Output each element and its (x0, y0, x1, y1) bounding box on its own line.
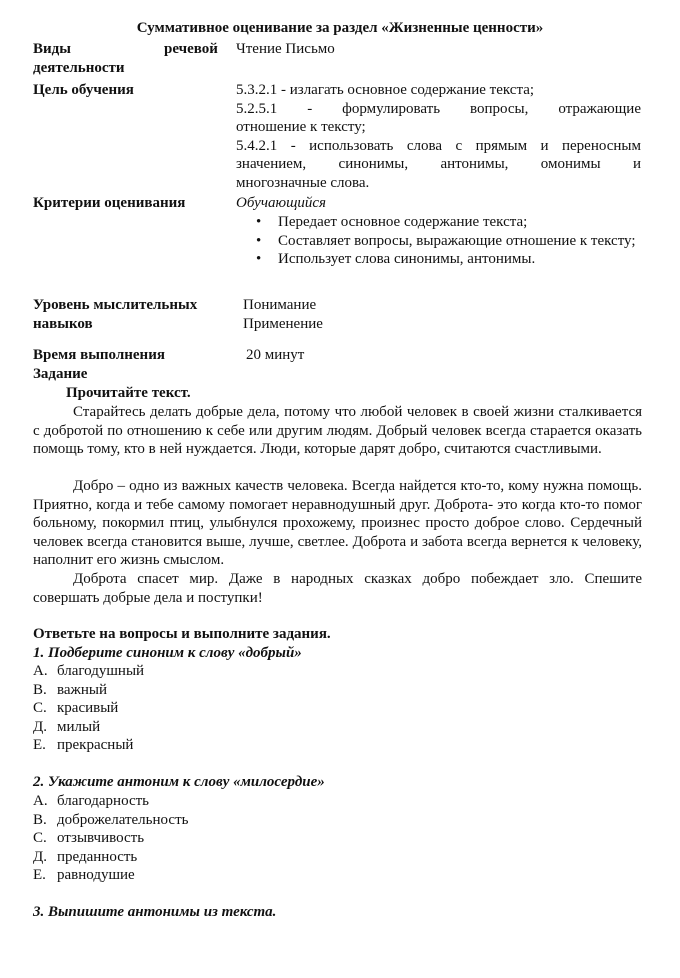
option-item (33, 662, 144, 681)
option-letter: Д. (33, 718, 47, 735)
question-3-title: 3. Выпишите антонимы из текста. (33, 904, 277, 920)
criteria-bullet: • Использует слова синонимы, антонимы. (256, 250, 642, 269)
option-text: отзывчивость (57, 830, 145, 846)
option-letter: Е. (33, 867, 46, 883)
thinking-level-value-1: Понимание (243, 297, 317, 313)
learning-goal-item-3-line1: 5.4.2.1 - использовать слова с прямым и переносным (236, 137, 641, 154)
learning-goal-item-1: 5.3.2.1 - излагать основное содержание текста; (236, 82, 535, 98)
criteria-list (256, 213, 642, 269)
criteria-label: Критерии оценивания (33, 195, 186, 211)
criteria-bullet: • Передает основное содержание текста; (256, 213, 642, 232)
option-text: прекрасный (57, 737, 134, 753)
question-1-options (33, 662, 144, 755)
option-item (33, 866, 188, 885)
question-2-title: 2. Укажите антоним к слову «милосердие» (33, 774, 325, 790)
text-paragraph-1: Старайтесь делать добрые дела, потому что любой человек в своей жизни сталкивается с добротой по отношению к себе или другим людям. Добрый человек всегда старается оказать помощь тому, кто в ней нуждается. Люди, которые дарят добро, считаются счастливыми. (33, 404, 642, 457)
task-label: Задание (33, 366, 88, 382)
option-item (33, 848, 188, 867)
read-heading: Прочитайте текст. (66, 385, 191, 401)
option-item (33, 681, 144, 700)
thinking-level-label-1: Уровень мыслительных (33, 297, 198, 313)
option-text: важный (57, 681, 108, 698)
speech-activity-label-word3: деятельности (33, 60, 125, 76)
option-text: милый (57, 718, 101, 735)
option-text: равнодушие (57, 867, 135, 883)
option-letter: В. (33, 681, 47, 698)
thinking-level-value-2: Применение (243, 316, 323, 332)
speech-activity-label-word2: речевой (164, 41, 218, 57)
learning-goal-label: Цель обучения (33, 82, 134, 98)
learning-goal-item-3-line2: значением, синонимы, антонимы, омонимы и (236, 156, 641, 172)
speech-activity-label-word1: Виды (33, 41, 71, 57)
speech-activity-value: Чтение Письмо (236, 41, 335, 57)
learning-goal-item-2-line1: 5.2.5.1 - формулировать вопросы, отражающие (236, 100, 641, 117)
page-title: Суммативное оценивание за раздел «Жизненные ценности» (136, 20, 544, 36)
option-letter: А. (33, 663, 48, 679)
option-item (33, 811, 188, 830)
text-paragraph-3: Доброта спасет мир. Даже в народных сказках добро побеждает зло. Спешите совершать добрые дела и поступки! (33, 571, 642, 606)
question-1-title: 1. Подберите синоним к слову «добрый» (33, 645, 302, 661)
option-letter: С. (33, 830, 47, 846)
questions-heading: Ответьте на вопросы и выполните задания. (33, 626, 331, 642)
option-item (33, 718, 144, 737)
option-item (33, 736, 144, 755)
option-item (33, 699, 144, 718)
option-letter: Е. (33, 737, 46, 753)
learning-goal-item-2-line2: отношение к тексту; (236, 119, 366, 135)
criteria-bullet: • Составляет вопросы, выражающие отношение к тексту; (256, 232, 642, 251)
option-text: доброжелательность (57, 811, 189, 828)
learning-goal-item-3-line3: многозначные слова. (236, 174, 370, 191)
speech-activity-label-1 (33, 40, 71, 59)
question-2-options (33, 792, 188, 885)
option-letter: Д. (33, 848, 47, 865)
option-letter: С. (33, 700, 47, 716)
option-letter: А. (33, 793, 48, 809)
option-text: благодарность (57, 793, 149, 809)
option-text: благодушный (57, 663, 145, 679)
option-item (33, 829, 188, 848)
time-value: 20 минут (246, 347, 305, 363)
criteria-subtitle: Обучающийся (236, 195, 327, 211)
option-text: красивый (57, 700, 119, 716)
option-text: преданность (57, 848, 138, 865)
text-paragraph-2: Добро – одно из важных качеств человека. Всегда найдется кто-то, кому нужна помощь. Приятно, когда и тебе самому помогает неравнодушный друг. Доброта- это когда кто-то помог больному, покормил птиц, улыбнулся прохожему, произнес просто доброе слово. Сердечный человек всегда становится выше, лучше, светлее. Доброта и забота всегда вернется к человеку, наполнит его жизнь смыслом. (33, 478, 642, 568)
thinking-level-label-2: навыков (33, 316, 93, 332)
option-item (33, 792, 188, 811)
time-label: Время выполнения (33, 347, 165, 363)
option-letter: В. (33, 811, 47, 828)
